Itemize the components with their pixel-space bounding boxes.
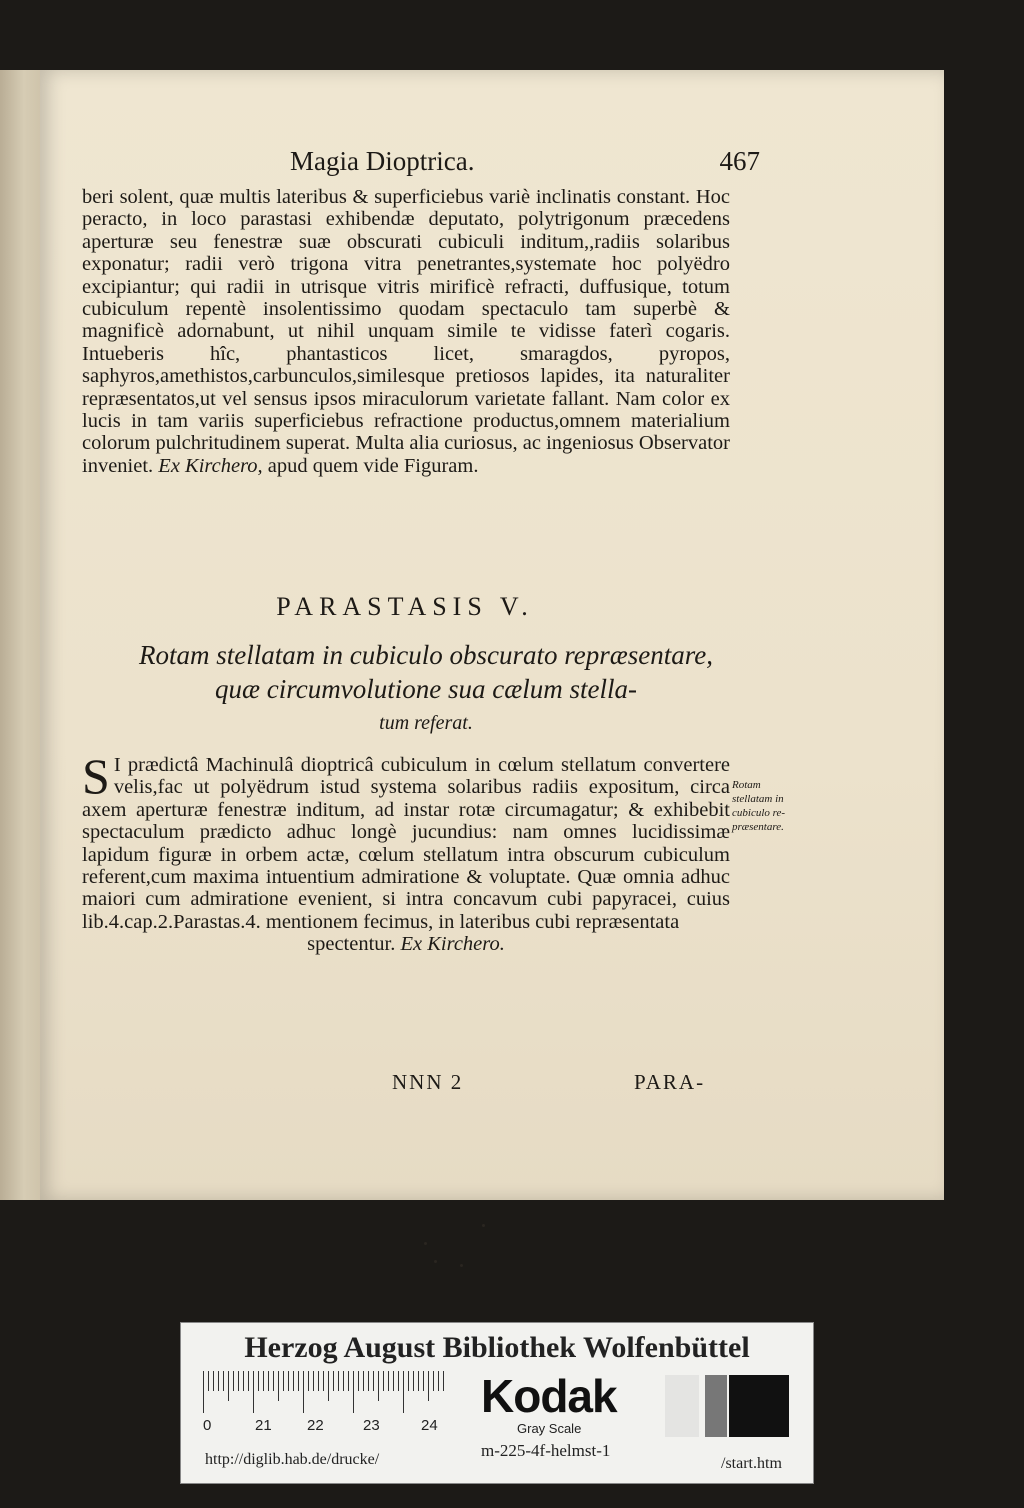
running-head — [290, 146, 760, 182]
ruler-tick — [348, 1371, 349, 1391]
ruler-tick — [333, 1371, 334, 1391]
ruler-tick — [243, 1371, 244, 1391]
ruler-tick — [213, 1371, 214, 1391]
ruler-tick — [378, 1371, 379, 1401]
ruler-tick — [258, 1371, 259, 1391]
gray-scale-label: Gray Scale — [517, 1421, 582, 1436]
shelf-code: m-225-4f-helmst-1 — [481, 1441, 611, 1460]
ruler-tick — [293, 1371, 294, 1391]
ink-specks — [420, 1220, 520, 1270]
ruler-tick — [328, 1371, 329, 1401]
citation-1: Ex Kirchero, — [158, 454, 263, 477]
kodak-logo: Kodak — [481, 1370, 617, 1422]
ruler-tick — [418, 1371, 419, 1391]
ruler-tick — [363, 1371, 364, 1391]
marginal-line: stellatam in — [732, 793, 784, 805]
marginal-line: Rotam — [732, 779, 761, 791]
ruler-tick — [398, 1371, 399, 1391]
ruler-tick — [433, 1371, 434, 1391]
gray-patch — [665, 1375, 699, 1437]
marginal-line: cubiculo re- — [732, 807, 786, 819]
ruler-tick — [218, 1371, 219, 1391]
ruler-tick — [338, 1371, 339, 1391]
ruler-tick — [353, 1371, 354, 1413]
ruler-tick — [403, 1371, 404, 1413]
ruler-tick — [238, 1371, 239, 1391]
ruler-tick — [273, 1371, 274, 1391]
ruler-tick — [253, 1371, 254, 1413]
ruler-tick — [283, 1371, 284, 1391]
ruler-tick — [323, 1371, 324, 1391]
speck — [424, 1242, 427, 1245]
ruler-tick — [368, 1371, 369, 1391]
ruler-tick — [438, 1371, 439, 1391]
book-page — [40, 70, 944, 1200]
paragraph-1: beri solent, quæ multis lateribus & superficiebus variè inclinatis constant. Hoc peracto, in loco parastasi exhibendæ deputato, polytrigonum præcedens aperturæ seu fenestræ suæ obscurati cubiculi inditum,,radiis solaribus exponatur; radii verò trigona vitra penetrantes,systemate hoc polyëdro excipiantur; qui radii in utrisque vitris mirificè refracti, duffusique, totum cubiculum repentè insolentissimo quodam spectaculo tam superbè & magnificè adornabunt, ut nihil unquam simile te vidisse faterì cogaris. Intueberis hîc, phantasticos licet, smaragdos, pyropos, saphyros,amethistos,carbunculos,similesque pretiosos lapides, ita naturaliter repræsentatos,ut vel sensus ipsos miraculorum varietate fallant. Nam color ex lucis in tam variis superficiebus refractione productus,omnem materialium colorum pulchritudinem superat. Multa alia curiosus, ac ingeniosus Observator inveniet. — [82, 186, 730, 477]
library-name: Herzog August Bibliothek Wolfenbüttel — [244, 1331, 750, 1364]
page-number: 467 — [719, 146, 760, 176]
ruler-tick — [278, 1371, 279, 1401]
ruler-number: 22 — [307, 1417, 324, 1434]
speck — [482, 1224, 485, 1227]
ruler-tick — [413, 1371, 414, 1391]
ruler-tick — [408, 1371, 409, 1391]
subtitle-line-2: quæ circumvolutione sua cælum stella- — [215, 674, 637, 704]
ruler-scale — [203, 1371, 443, 1413]
ruler-tick — [208, 1371, 209, 1391]
ruler-tick — [383, 1371, 384, 1391]
ruler-tick — [263, 1371, 264, 1391]
ruler-tick — [373, 1371, 374, 1391]
section-subtitle — [106, 638, 746, 740]
ruler-tick — [308, 1371, 309, 1391]
subtitle-line-1: Rotam stellatam in cubiculo obscurato repræsentare, — [139, 640, 713, 670]
ruler-tick — [298, 1371, 299, 1391]
body-text-2 — [82, 748, 730, 956]
ruler-tick — [423, 1371, 424, 1391]
ruler-tick — [223, 1371, 224, 1391]
ruler-number: 24 — [421, 1417, 438, 1434]
gray-patch — [705, 1375, 727, 1437]
section-heading: PARASTASIS V. — [276, 592, 534, 621]
ruler-tick — [233, 1371, 234, 1391]
running-title: Magia Dioptrica. — [290, 146, 475, 176]
ruler-tick — [288, 1371, 289, 1391]
signature-mark: NNN 2 — [392, 1070, 464, 1094]
ruler-tick — [358, 1371, 359, 1391]
gray-patches — [665, 1375, 789, 1437]
catchword: PARA- — [634, 1070, 706, 1094]
url-right: /start.htm — [721, 1455, 782, 1472]
ruler-tick — [313, 1371, 314, 1391]
speck — [460, 1264, 463, 1267]
url-left: http://diglib.hab.de/drucke/ — [205, 1451, 380, 1468]
ruler-tick — [303, 1371, 304, 1413]
ruler-number: 21 — [255, 1417, 272, 1434]
body-text-1 — [82, 186, 730, 477]
ruler-tick — [203, 1371, 204, 1413]
ruler-tick — [428, 1371, 429, 1401]
ruler-tick — [388, 1371, 389, 1391]
paragraph-2-close: spectentur. — [307, 933, 396, 956]
ruler-tick — [393, 1371, 394, 1391]
citation-2: Ex Kirchero. — [400, 933, 505, 956]
marginal-note — [732, 778, 832, 834]
citation-1-tail: apud quem vide Figuram. — [267, 454, 479, 477]
ruler-tick — [443, 1371, 444, 1391]
paragraph-2: I prædictâ Machinulâ dioptricâ cubiculum in cœlum stellatum convertere velis,fac ut polyëdrum istud systema solaribus radiis expositum, circa axem aperturæ fenestræ inditum, ad instar rotæ circumagatur; & exhibebit spectaculum prædicto adhuc longè jucundius: nam omnes lucidissimæ lapidum figuræ in orbem actæ, cœlum stellatum intra obscurum cubiculum referent,cum maxima intuentium admiratione & voluptate. Quæ omnia adhuc maiori cum admiratione evenient, si intra concavum cubi papyracei, cuius lib.4.cap.2.Parastas.4. mentionem fecimus, in lateribus cubi repræsentata — [82, 754, 730, 933]
ruler-tick — [318, 1371, 319, 1391]
drop-cap: S — [82, 748, 110, 804]
page-footer — [40, 1070, 740, 1100]
speck — [434, 1260, 437, 1263]
ruler-tick — [248, 1371, 249, 1391]
facing-page-edge — [0, 70, 40, 1200]
ruler-number: 23 — [363, 1417, 380, 1434]
gray-patch — [729, 1375, 789, 1437]
ruler-tick — [343, 1371, 344, 1391]
ruler-number: 0 — [203, 1417, 212, 1434]
ruler-tick — [268, 1371, 269, 1391]
ruler-tick — [228, 1371, 229, 1401]
marginal-line: præsentare. — [732, 821, 784, 833]
calibration-strip — [180, 1322, 814, 1484]
subtitle-line-3: tum referat. — [379, 712, 473, 734]
